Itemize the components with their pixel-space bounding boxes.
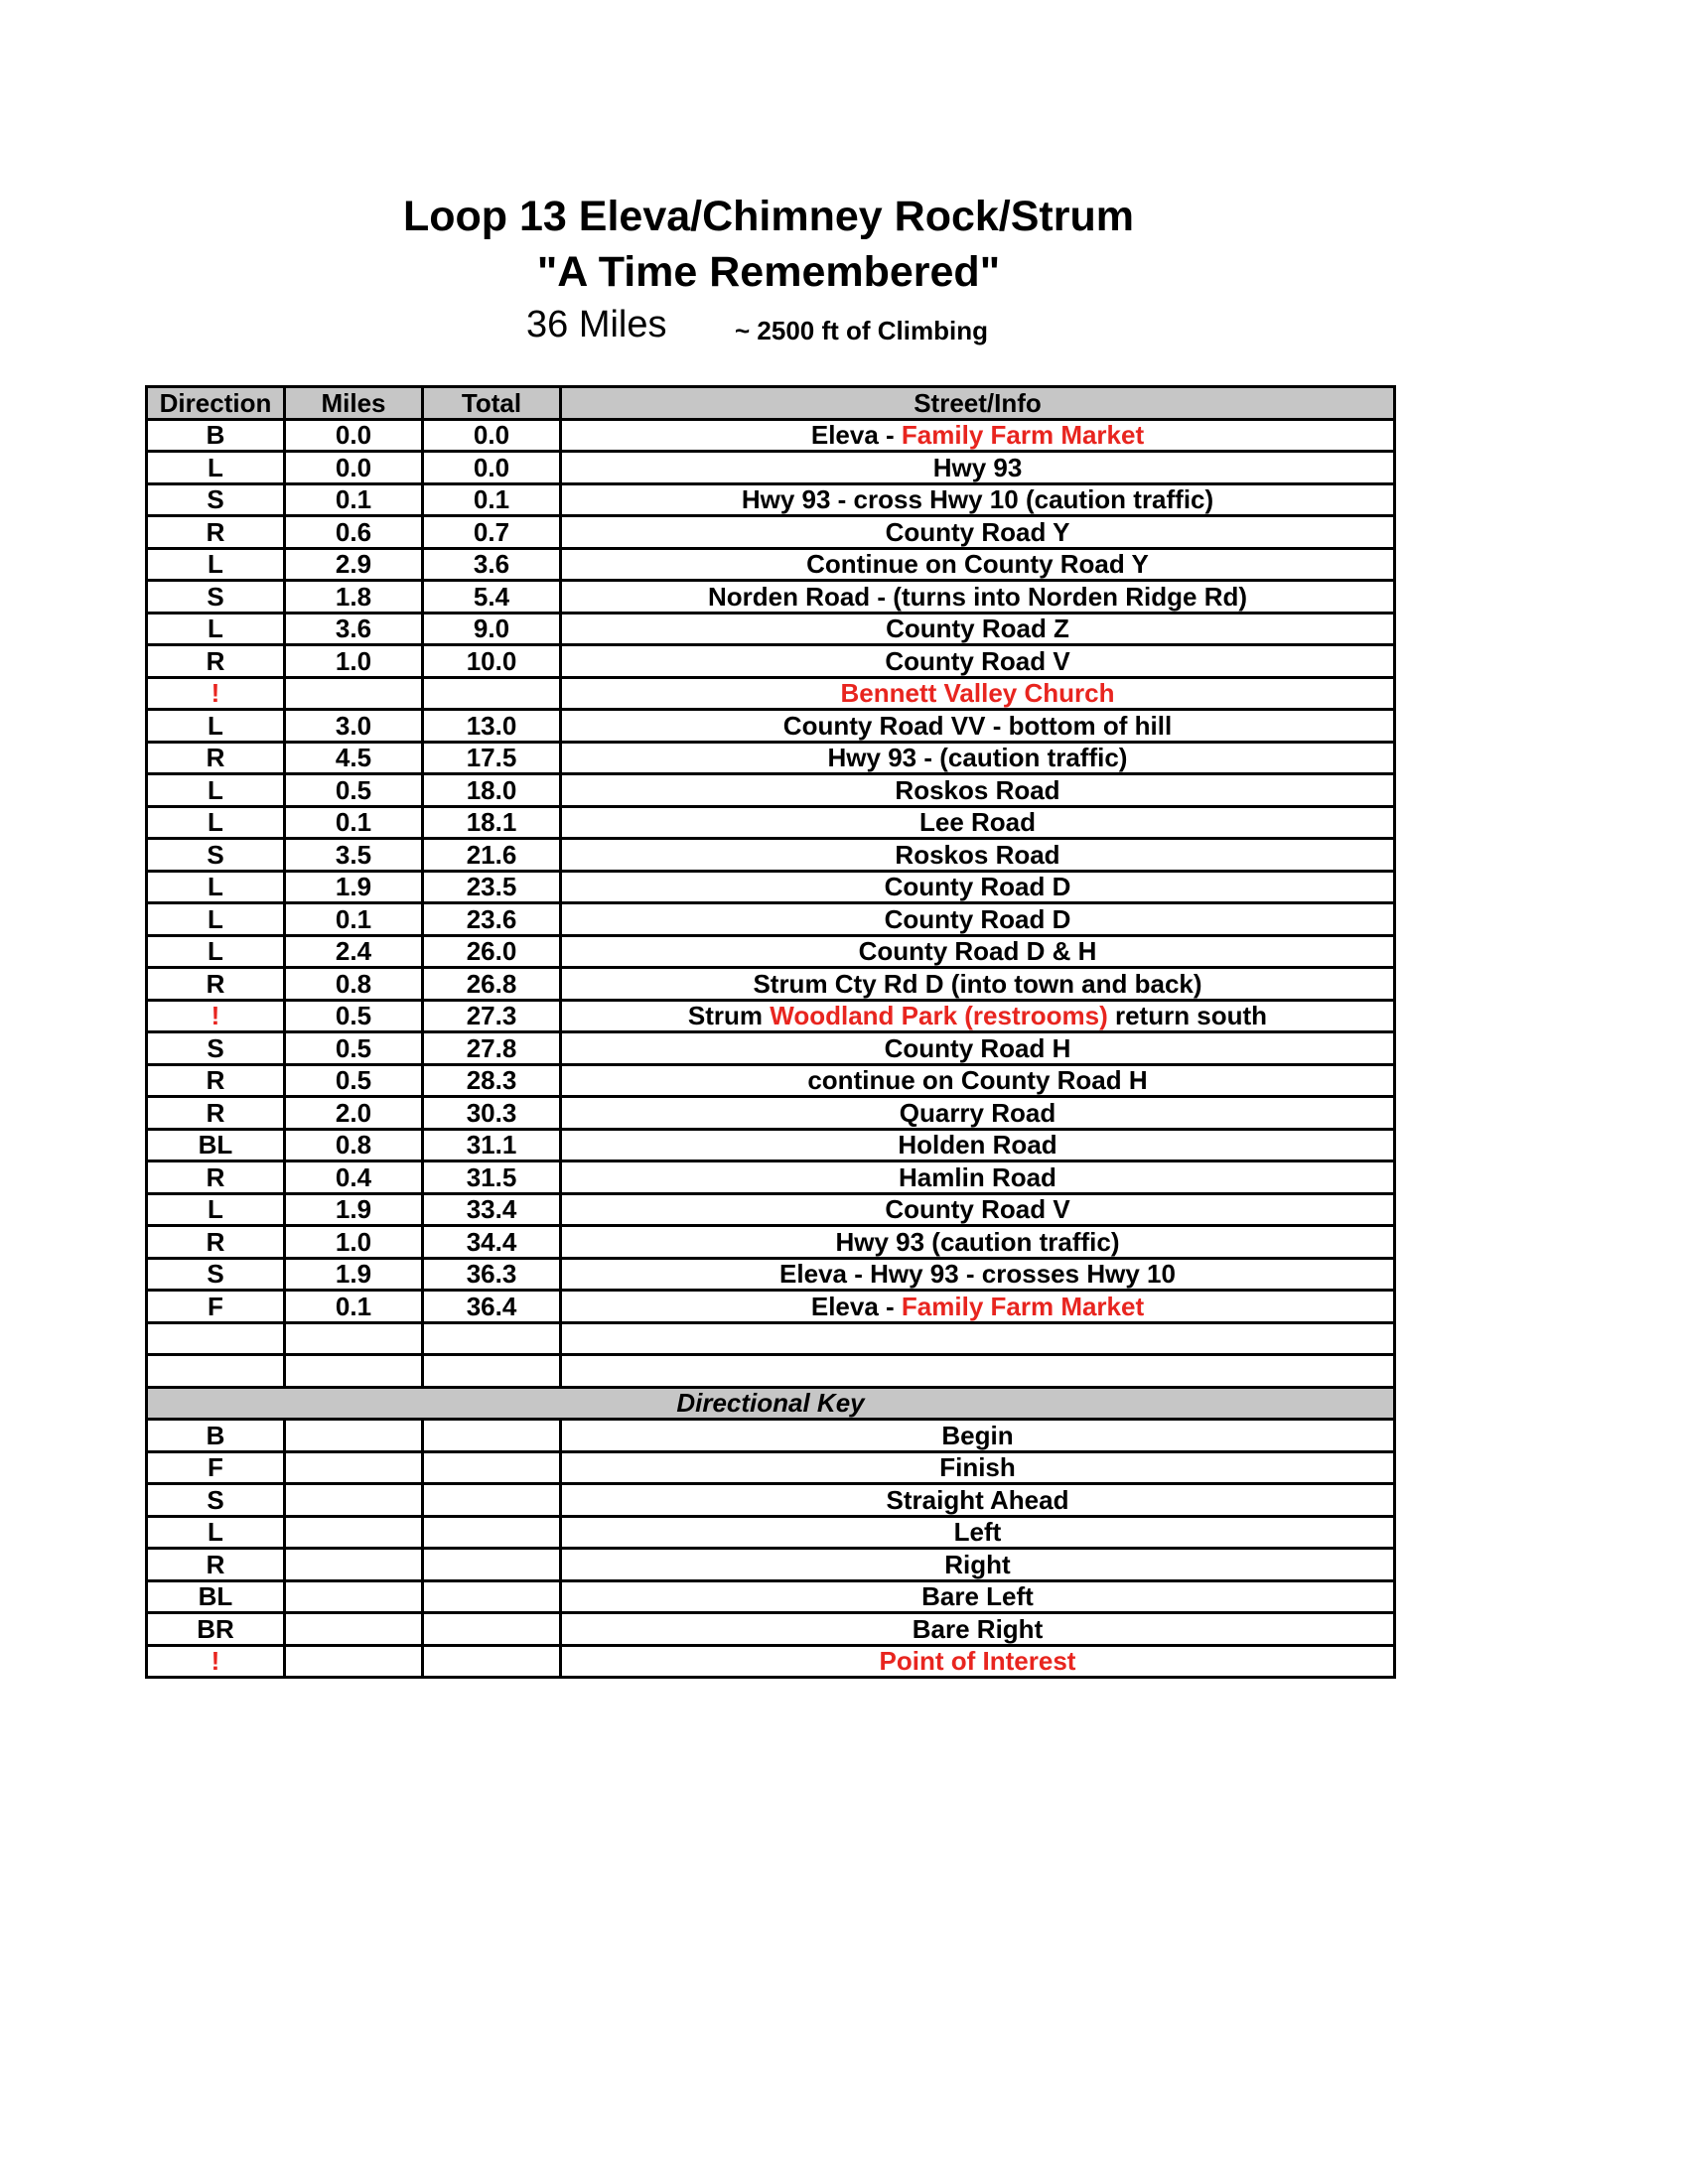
total-cell: 18.1 [423, 806, 561, 839]
key-header-row [147, 1387, 1395, 1420]
table-row [147, 1226, 1395, 1259]
total-cell: 26.0 [423, 935, 561, 968]
cue-sheet-table [145, 385, 1396, 1679]
key-empty-cell [423, 1451, 561, 1484]
table-row [147, 483, 1395, 516]
street-info-text: County Road H [884, 1032, 1071, 1063]
key-meaning-cell: Right [561, 1549, 1395, 1581]
miles-cell: 0.0 [285, 452, 423, 484]
total-cell: 10.0 [423, 645, 561, 678]
direction-cell: L [147, 935, 285, 968]
street-info-cell [561, 1355, 1395, 1388]
table-row [147, 452, 1395, 484]
miles-cell [285, 1322, 423, 1355]
direction-cell: L [147, 548, 285, 581]
key-code-cell: BL [147, 1580, 285, 1613]
key-empty-cell [423, 1516, 561, 1549]
miles-cell: 1.9 [285, 871, 423, 903]
total-cell: 5.4 [423, 581, 561, 614]
key-empty-cell [423, 1645, 561, 1678]
key-meaning-cell: Point of Interest [561, 1645, 1395, 1678]
direction-cell: R [147, 742, 285, 774]
key-code-cell: F [147, 1451, 285, 1484]
street-info-cell [561, 645, 1395, 678]
miles-cell: 1.8 [285, 581, 423, 614]
street-info-text-after: return south [1107, 1001, 1268, 1031]
street-info-text: Lee Road [918, 807, 1037, 838]
key-empty-cell [423, 1484, 561, 1517]
table-row [147, 613, 1395, 645]
direction-cell [147, 1355, 285, 1388]
key-empty-cell [423, 1613, 561, 1646]
direction-cell: R [147, 1064, 285, 1097]
street-info-text: Continue on County Road Y [806, 549, 1149, 580]
street-info-cell [561, 1032, 1395, 1065]
total-cell: 23.5 [423, 871, 561, 903]
total-cell: 0.7 [423, 516, 561, 549]
key-empty-cell [285, 1516, 423, 1549]
key-empty-cell [423, 1420, 561, 1452]
direction-cell: R [147, 516, 285, 549]
total-cell: 27.8 [423, 1032, 561, 1065]
miles-cell [285, 1355, 423, 1388]
total-cell: 9.0 [423, 613, 561, 645]
street-info-cell [561, 548, 1395, 581]
direction-cell: BL [147, 1129, 285, 1161]
street-info-cell [561, 452, 1395, 484]
street-info-text: County Road Z [886, 614, 1069, 644]
street-info-text: Norden Road - (turns into Norden Ridge Rd) [707, 581, 1248, 612]
miles-cell: 2.0 [285, 1097, 423, 1130]
key-title: Directional Key [147, 1387, 1395, 1420]
street-info-cell [561, 613, 1395, 645]
key-empty-cell [285, 1451, 423, 1484]
table-row [147, 968, 1395, 1001]
key-meaning-cell: Straight Ahead [561, 1484, 1395, 1517]
direction-cell: S [147, 839, 285, 872]
key-code-cell: BR [147, 1613, 285, 1646]
key-meaning-cell: Bare Left [561, 1580, 1395, 1613]
column-header-miles: Miles [285, 387, 423, 420]
direction-cell: R [147, 968, 285, 1001]
total-cell: 0.0 [423, 452, 561, 484]
direction-cell: L [147, 806, 285, 839]
street-info-cell [561, 581, 1395, 614]
street-info-text: Strum [687, 1001, 771, 1031]
street-info-text: County Road D & H [858, 936, 1097, 967]
key-code-cell: R [147, 1549, 285, 1581]
miles-cell: 1.0 [285, 1226, 423, 1259]
direction-cell: ! [147, 677, 285, 710]
direction-cell: L [147, 871, 285, 903]
street-info-cell [561, 742, 1395, 774]
table-row [147, 710, 1395, 743]
total-cell: 13.0 [423, 710, 561, 743]
total-cell [423, 677, 561, 710]
street-info-cell [561, 1129, 1395, 1161]
table-row [147, 419, 1395, 452]
street-info-text: Roskos Road [895, 774, 1060, 805]
key-row [147, 1451, 1395, 1484]
key-row [147, 1516, 1395, 1549]
direction-cell: F [147, 1291, 285, 1323]
street-info-text: County Road D [884, 903, 1071, 934]
miles-cell: 3.6 [285, 613, 423, 645]
total-cell: 34.4 [423, 1226, 561, 1259]
miles-cell: 0.4 [285, 1161, 423, 1194]
key-empty-cell [423, 1549, 561, 1581]
table-row [147, 1161, 1395, 1194]
route-title: Loop 13 Eleva/Chimney Rock/Strum [403, 193, 1134, 240]
table-row [147, 1291, 1395, 1323]
miles-cell: 1.9 [285, 1258, 423, 1291]
direction-cell: L [147, 903, 285, 936]
miles-cell: 0.8 [285, 1129, 423, 1161]
miles-cell: 2.9 [285, 548, 423, 581]
table-row [147, 871, 1395, 903]
total-cell: 31.5 [423, 1161, 561, 1194]
total-cell: 0.0 [423, 419, 561, 452]
direction-cell: S [147, 581, 285, 614]
street-info-cell [561, 1322, 1395, 1355]
total-cell: 31.1 [423, 1129, 561, 1161]
total-cell: 23.6 [423, 903, 561, 936]
total-cell: 30.3 [423, 1097, 561, 1130]
total-cell: 0.1 [423, 483, 561, 516]
point-of-interest-text: Woodland Park (restrooms) [770, 1001, 1108, 1031]
point-of-interest-text: Family Farm Market [901, 420, 1145, 451]
total-cell: 18.0 [423, 774, 561, 807]
key-row [147, 1420, 1395, 1452]
key-meaning-cell: Left [561, 1516, 1395, 1549]
route-rows [147, 419, 1395, 1387]
miles-cell: 0.8 [285, 968, 423, 1001]
total-cell: 36.3 [423, 1258, 561, 1291]
street-info-text: County Road D [884, 872, 1071, 902]
direction-cell: L [147, 613, 285, 645]
street-info-cell [561, 419, 1395, 452]
table-row [147, 1000, 1395, 1032]
street-info-text: Roskos Road [895, 839, 1060, 870]
total-cell [423, 1355, 561, 1388]
key-empty-cell [285, 1484, 423, 1517]
street-info-text: Hwy 93 [932, 452, 1023, 482]
street-info-cell [561, 1291, 1395, 1323]
street-info-text: Holden Road [898, 1130, 1057, 1160]
street-info-cell [561, 1097, 1395, 1130]
key-code-cell: B [147, 1420, 285, 1452]
key-empty-cell [285, 1645, 423, 1678]
route-subtitle: "A Time Remembered" [536, 248, 1001, 296]
table-row [147, 1322, 1395, 1355]
table-row [147, 1064, 1395, 1097]
street-info-cell [561, 806, 1395, 839]
street-info-text: Hwy 93 (caution traffic) [835, 1226, 1120, 1257]
miles-cell: 0.5 [285, 1000, 423, 1032]
street-info-text: continue on County Road H [807, 1065, 1148, 1096]
table-row [147, 839, 1395, 872]
street-info-text: County Road V [885, 645, 1070, 676]
total-cell [423, 1322, 561, 1355]
street-info-cell [561, 516, 1395, 549]
key-empty-cell [285, 1580, 423, 1613]
direction-cell: R [147, 1226, 285, 1259]
route-summary [0, 300, 1537, 349]
miles-cell: 0.1 [285, 806, 423, 839]
table-row [147, 1032, 1395, 1065]
table-row [147, 1193, 1395, 1226]
table-header-row [147, 387, 1395, 420]
route-distance: 36 Miles [526, 304, 667, 345]
key-row [147, 1613, 1395, 1646]
miles-cell: 0.1 [285, 483, 423, 516]
column-header-street-info: Street/Info [561, 387, 1395, 420]
miles-cell: 0.5 [285, 1032, 423, 1065]
table-row [147, 1258, 1395, 1291]
table-row [147, 806, 1395, 839]
street-info-text: Hwy 93 - cross Hwy 10 (caution traffic) [741, 484, 1214, 515]
column-header-total: Total [423, 387, 561, 420]
total-cell: 36.4 [423, 1291, 561, 1323]
miles-cell: 0.5 [285, 774, 423, 807]
street-info-text: Quarry Road [899, 1097, 1056, 1128]
direction-cell: R [147, 1097, 285, 1130]
key-meaning-cell: Finish [561, 1451, 1395, 1484]
miles-cell: 0.5 [285, 1064, 423, 1097]
miles-cell: 2.4 [285, 935, 423, 968]
street-info-text: Hwy 93 - (caution traffic) [827, 743, 1128, 773]
total-cell: 17.5 [423, 742, 561, 774]
total-cell: 28.3 [423, 1064, 561, 1097]
street-info-text: Strum Cty Rd D (into town and back) [753, 968, 1202, 999]
table-row [147, 903, 1395, 936]
key-meaning-cell: Begin [561, 1420, 1395, 1452]
street-info-cell [561, 1161, 1395, 1194]
street-info-cell [561, 1064, 1395, 1097]
total-cell: 21.6 [423, 839, 561, 872]
miles-cell: 0.6 [285, 516, 423, 549]
direction-cell: S [147, 1032, 285, 1065]
street-info-cell [561, 1226, 1395, 1259]
point-of-interest-text: Family Farm Market [901, 1291, 1145, 1321]
key-empty-cell [285, 1613, 423, 1646]
key-row [147, 1549, 1395, 1581]
street-info-cell [561, 1258, 1395, 1291]
miles-cell: 1.9 [285, 1193, 423, 1226]
key-row [147, 1484, 1395, 1517]
table-row [147, 774, 1395, 807]
miles-cell [285, 677, 423, 710]
table-row [147, 677, 1395, 710]
direction-cell [147, 1322, 285, 1355]
key-empty-cell [285, 1420, 423, 1452]
miles-cell: 4.5 [285, 742, 423, 774]
key-row [147, 1580, 1395, 1613]
table-row [147, 1097, 1395, 1130]
street-info-text: Eleva - Hwy 93 - crosses Hwy 10 [779, 1259, 1176, 1290]
street-info-cell [561, 1193, 1395, 1226]
miles-cell: 0.1 [285, 903, 423, 936]
table-row [147, 516, 1395, 549]
key-empty-cell [285, 1549, 423, 1581]
direction-cell: S [147, 1258, 285, 1291]
total-cell: 27.3 [423, 1000, 561, 1032]
street-info-cell [561, 839, 1395, 872]
miles-cell: 0.1 [285, 1291, 423, 1323]
key-code-cell: L [147, 1516, 285, 1549]
total-cell: 3.6 [423, 548, 561, 581]
direction-cell: L [147, 710, 285, 743]
table-row [147, 645, 1395, 678]
table-row [147, 1355, 1395, 1388]
table-row [147, 548, 1395, 581]
miles-cell: 1.0 [285, 645, 423, 678]
directional-key [147, 1387, 1395, 1678]
street-info-text: Eleva - [810, 1291, 902, 1321]
total-cell: 26.8 [423, 968, 561, 1001]
total-cell: 33.4 [423, 1193, 561, 1226]
miles-cell: 3.5 [285, 839, 423, 872]
street-info-text: County Road Y [885, 516, 1070, 547]
street-info-text: Hamlin Road [899, 1161, 1056, 1192]
street-info-cell [561, 935, 1395, 968]
key-meaning-cell: Bare Right [561, 1613, 1395, 1646]
key-row [147, 1645, 1395, 1678]
street-info-cell [561, 871, 1395, 903]
street-info-cell [561, 774, 1395, 807]
key-empty-cell [423, 1580, 561, 1613]
route-climbing: ~ 2500 ft of Climbing [735, 316, 988, 345]
table-row [147, 935, 1395, 968]
direction-cell: S [147, 483, 285, 516]
street-info-text: County Road VV - bottom of hill [782, 710, 1173, 741]
direction-cell: R [147, 1161, 285, 1194]
street-info-cell [561, 677, 1395, 710]
direction-cell: B [147, 419, 285, 452]
street-info-cell [561, 710, 1395, 743]
street-info-cell [561, 968, 1395, 1001]
direction-cell: ! [147, 1000, 285, 1032]
street-info-text: County Road V [885, 1194, 1070, 1225]
direction-cell: R [147, 645, 285, 678]
direction-cell: L [147, 774, 285, 807]
direction-cell: L [147, 1193, 285, 1226]
key-code-cell: S [147, 1484, 285, 1517]
street-info-cell [561, 483, 1395, 516]
street-info-cell [561, 1000, 1395, 1032]
miles-cell: 3.0 [285, 710, 423, 743]
table-row [147, 742, 1395, 774]
key-code-cell: ! [147, 1645, 285, 1678]
street-info-cell [561, 903, 1395, 936]
direction-cell: L [147, 452, 285, 484]
route-header [0, 189, 1537, 349]
table-row [147, 1129, 1395, 1161]
point-of-interest-text: Bennett Valley Church [840, 678, 1115, 709]
table-row [147, 581, 1395, 614]
miles-cell: 0.0 [285, 419, 423, 452]
street-info-text: Eleva - [810, 420, 902, 451]
column-header-direction: Direction [147, 387, 285, 420]
